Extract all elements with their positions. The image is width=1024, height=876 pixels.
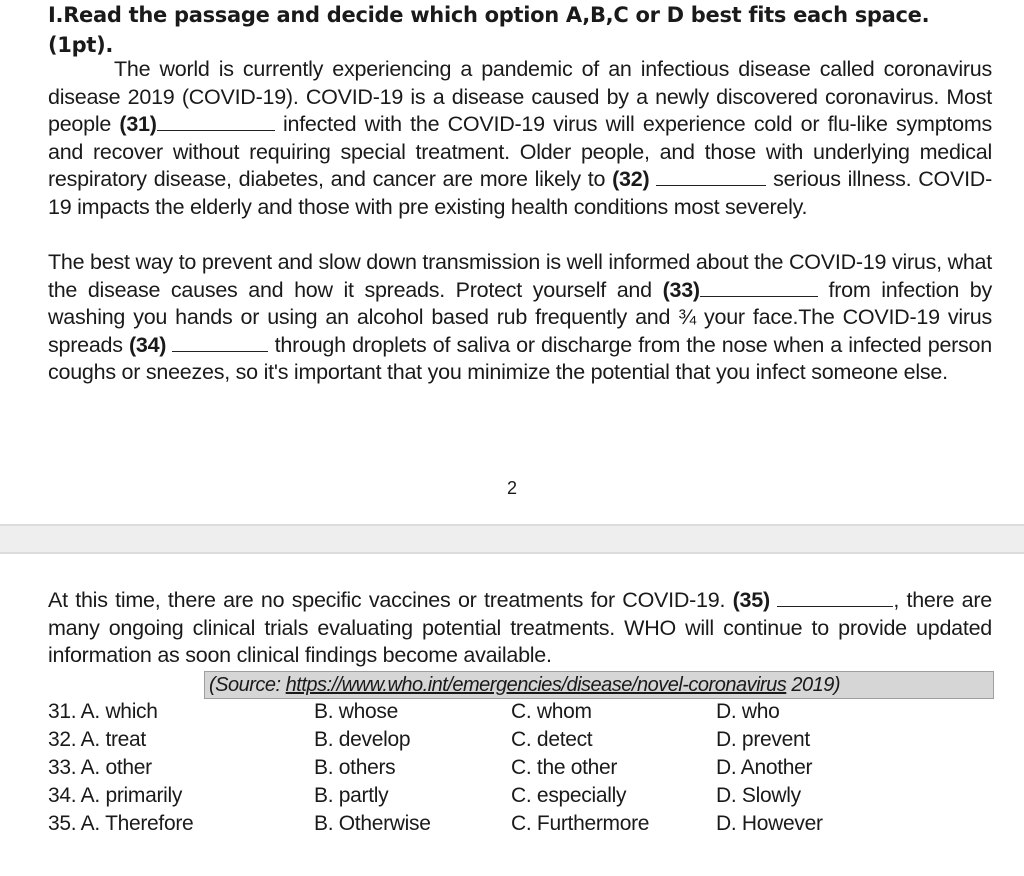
blank-33 [700,278,818,297]
options-row [48,810,1008,838]
option-a: 31. A. which [48,700,158,723]
blank-32 [656,167,766,186]
passage-text: from infection by washing you hands or using an alcohol based rub frequently and ¾ your face.The COVID-19 virus spreads [48,277,992,357]
option-b: B. others [314,756,396,779]
passage-paragraph-2 [48,249,992,387]
question-33-number: (33) [662,277,700,302]
option-a: 35. A. Therefore [48,812,194,835]
page-break [0,524,1024,554]
options-row [48,754,1008,782]
options-row [48,698,1008,726]
question-34-number: (34) [128,332,167,357]
source-citation [204,671,994,699]
passage-text: The best way to prevent and slow down transmission is well informed about the COVID-19 virus, what the disease causes and how it spreads. Protect yourself and [48,250,992,302]
passage-paragraph-3 [48,587,992,670]
passage-text: , there are many ongoing clinical trials evaluating potential treatments. WHO will continue to provide updated information as soon clinical findings become available. [48,588,993,668]
page-number: 2 [506,478,517,498]
passage-text: through droplets of saliva or discharge from the nose when a infected person coughs or sneezes, so it's important that you minimize the potential that you infect someone else. [48,332,992,385]
source-link[interactable]: https://www.who.int/emergencies/disease/novel-coronavirus [285,674,787,696]
passage-text: infected with the COVID-19 virus will experience cold or flu-like symptoms and recover without requiring special treatment. Older people, and those with underlying medical respiratory disease, diabetes, and cancer are more likely to [48,112,992,192]
exercise-points: (1pt). [48,33,114,57]
option-b: B. whose [314,700,398,723]
option-a: 32. A. treat [48,728,146,751]
option-d: D. who [716,700,780,723]
passage-text: serious illness. COVID-19 impacts the elderly and those with pre existing health conditions most severely. [48,167,992,219]
option-a: 34. A. primarily [48,784,183,807]
question-35-number: (35) [732,588,770,612]
option-c: C. especially [511,784,627,807]
options-row [48,782,1008,810]
exercise-heading [48,0,1008,60]
source-prefix: (Source: [209,674,286,696]
option-d: D. However [716,812,823,835]
option-a: 33. A. other [48,756,152,779]
passage-text: At this time, there are no specific vaccines or treatments for COVID-19. [48,588,733,612]
source-suffix: 2019) [786,674,841,696]
option-c: C. the other [511,756,618,779]
option-d: D. prevent [716,728,810,751]
option-b: B. develop [314,728,411,751]
blank-35 [777,588,893,607]
option-d: D. Another [716,756,813,779]
question-31-number: (31) [119,112,157,137]
answer-options-table [48,698,1008,838]
option-d: D. Slowly [716,784,801,807]
option-b: B. partly [314,784,389,807]
option-c: C. detect [511,728,593,751]
passage-text: The world is currently experiencing a pandemic of an infectious disease called coronavirus disease 2019 (COVID-19). COVID-19 is a disease caused by a newly discovered coronavirus. Most people [48,57,992,137]
options-row [48,726,1008,754]
question-32-number: (32) [612,167,650,192]
option-c: C. Furthermore [511,812,650,835]
blank-34 [172,333,268,352]
passage-paragraph-1 [48,56,992,222]
option-c: C. whom [511,700,592,723]
option-b: B. Otherwise [314,812,431,835]
blank-31 [157,112,275,131]
exercise-instruction: I.Read the passage and decide which option A,B,C or D best fits each space. [48,3,930,27]
